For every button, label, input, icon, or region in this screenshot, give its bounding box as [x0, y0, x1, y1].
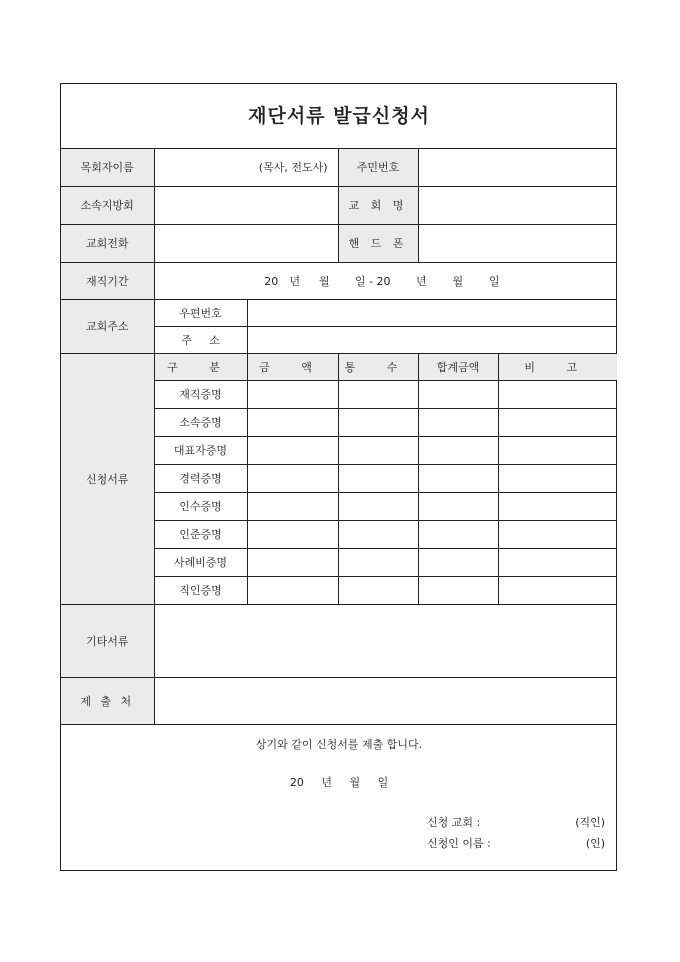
- total-cell[interactable]: [418, 577, 498, 605]
- pastor-name-label: 목회자이름: [61, 149, 154, 187]
- amount-cell[interactable]: [247, 521, 338, 549]
- period-year-start: 20: [264, 274, 279, 288]
- postal-code-label: 우편번호: [154, 300, 247, 327]
- amount-cell[interactable]: [247, 381, 338, 409]
- doc-item-takeover: 인수증명: [154, 493, 247, 521]
- count-cell[interactable]: [338, 493, 418, 521]
- form-title: 재단서류 발급신청서: [61, 84, 617, 149]
- note-cell[interactable]: [498, 465, 617, 493]
- doc-item-affiliation: 소속증명: [154, 409, 247, 437]
- total-cell[interactable]: [418, 465, 498, 493]
- count-cell[interactable]: [338, 409, 418, 437]
- church-seal-mark: (직인): [575, 816, 606, 829]
- resident-number-field[interactable]: [418, 149, 617, 187]
- total-cell[interactable]: [418, 381, 498, 409]
- church-phone-field[interactable]: [154, 225, 338, 263]
- tenure-period-field[interactable]: [154, 263, 617, 300]
- doc-item-representative: 대표자증명: [154, 437, 247, 465]
- header-amount: 금 액: [247, 354, 338, 381]
- declaration-section: [61, 725, 617, 862]
- count-cell[interactable]: [338, 521, 418, 549]
- period-day-end: 일: [488, 274, 500, 288]
- count-cell[interactable]: [338, 465, 418, 493]
- district-field[interactable]: [154, 187, 338, 225]
- amount-cell[interactable]: [247, 549, 338, 577]
- church-name-label: 교 회 명: [338, 187, 418, 225]
- note-cell[interactable]: [498, 381, 617, 409]
- doc-item-seal: 직인증명: [154, 577, 247, 605]
- header-count: 통 수: [338, 354, 418, 381]
- note-cell[interactable]: [498, 437, 617, 465]
- note-cell[interactable]: [498, 577, 617, 605]
- address-field[interactable]: [247, 327, 617, 354]
- resident-number-label: 주민번호: [338, 149, 418, 187]
- note-cell[interactable]: [498, 549, 617, 577]
- tenure-label: 재직기간: [61, 263, 154, 300]
- count-cell[interactable]: [338, 577, 418, 605]
- church-phone-label: 교회전화: [61, 225, 154, 263]
- header-note: 비 고: [498, 354, 617, 381]
- note-cell[interactable]: [498, 521, 617, 549]
- other-documents-field[interactable]: [154, 605, 617, 678]
- header-total: 합계금액: [418, 354, 498, 381]
- submit-to-label: 제 출 처: [61, 678, 154, 725]
- application-form: [60, 83, 617, 871]
- pastor-title-hint: (목사, 전도사): [258, 161, 328, 174]
- personal-seal-mark: (인): [585, 837, 606, 850]
- count-cell[interactable]: [338, 437, 418, 465]
- doc-item-career: 경력증명: [154, 465, 247, 493]
- amount-cell[interactable]: [247, 465, 338, 493]
- doc-item-approval: 인준증명: [154, 521, 247, 549]
- church-address-label: 교회주소: [61, 300, 154, 354]
- church-name-field[interactable]: [418, 187, 617, 225]
- form-table: [61, 84, 617, 861]
- period-day-start: 일 - 20: [354, 274, 391, 288]
- mobile-field[interactable]: [418, 225, 617, 263]
- total-cell[interactable]: [418, 521, 498, 549]
- amount-cell[interactable]: [247, 577, 338, 605]
- pastor-name-field[interactable]: [154, 149, 338, 187]
- note-cell[interactable]: [498, 409, 617, 437]
- amount-cell[interactable]: [247, 437, 338, 465]
- applicant-church-label: 신청 교회 :: [427, 816, 481, 829]
- count-cell[interactable]: [338, 381, 418, 409]
- doc-item-honorarium: 사례비증명: [154, 549, 247, 577]
- period-year-unit-2: 년: [415, 274, 427, 288]
- total-cell[interactable]: [418, 437, 498, 465]
- amount-cell[interactable]: [247, 409, 338, 437]
- note-cell[interactable]: [498, 493, 617, 521]
- submit-to-field[interactable]: [154, 678, 617, 725]
- amount-cell[interactable]: [247, 493, 338, 521]
- declaration-statement: 상기와 같이 신청서를 제출 합니다.: [255, 738, 423, 751]
- postal-code-field[interactable]: [247, 300, 617, 327]
- total-cell[interactable]: [418, 409, 498, 437]
- period-month-unit-2: 월: [452, 274, 464, 288]
- period-year-unit: 년: [289, 274, 301, 288]
- mobile-label: 핸 드 폰: [338, 225, 418, 263]
- other-documents-label: 기타서류: [61, 605, 154, 678]
- applicant-name-label: 신청인 이름 :: [427, 837, 491, 850]
- total-cell[interactable]: [418, 493, 498, 521]
- doc-item-employment: 재직증명: [154, 381, 247, 409]
- address-label: 주 소: [154, 327, 247, 354]
- documents-label: 신청서류: [61, 354, 154, 605]
- total-cell[interactable]: [418, 549, 498, 577]
- declaration-date: 20 년 월 일: [289, 776, 389, 789]
- district-label: 소속지방회: [61, 187, 154, 225]
- period-month-unit: 월: [318, 274, 330, 288]
- header-category: 구 분: [154, 354, 247, 381]
- count-cell[interactable]: [338, 549, 418, 577]
